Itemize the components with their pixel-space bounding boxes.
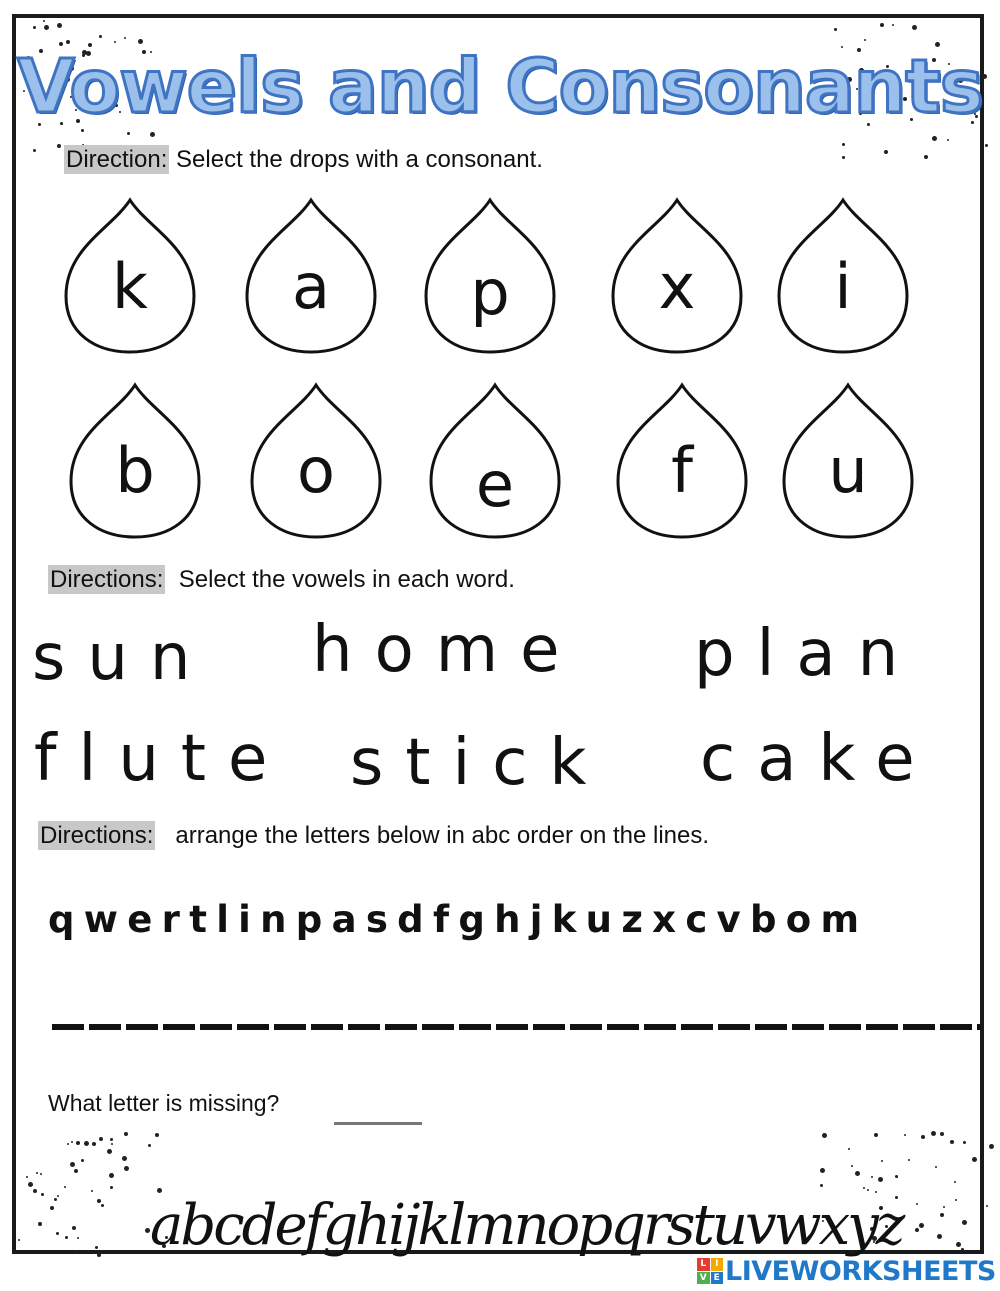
word-home[interactable]: home <box>312 613 582 687</box>
drop-letter[interactable]: p <box>470 256 510 329</box>
direction-tag: Direction: <box>66 146 168 173</box>
word-cake[interactable]: cake <box>700 722 937 796</box>
drop-letter[interactable]: x <box>658 250 696 323</box>
drop-letter[interactable]: o <box>297 434 335 507</box>
sparkle-dot <box>28 1182 33 1187</box>
sparkle-dot <box>76 1141 80 1145</box>
sparkle-dot <box>919 1223 924 1228</box>
sparkle-dot <box>961 1248 964 1251</box>
sparkle-dot <box>111 1143 113 1145</box>
drop-letter[interactable]: a <box>292 250 330 323</box>
logo-cell: L <box>697 1258 710 1271</box>
direction-abc-order <box>38 822 709 850</box>
drop-letter[interactable]: f <box>671 434 693 507</box>
sparkle-dot <box>92 1142 96 1146</box>
sparkle-dot <box>97 1199 101 1203</box>
answer-dash-lines[interactable] <box>52 1024 980 1030</box>
sparkle-dot <box>867 1189 869 1191</box>
sparkle-dot <box>26 1176 28 1178</box>
sparkle-dot <box>71 1141 73 1143</box>
cursive-alphabet: abcdefghijklmnopqrstuvwxyz <box>150 1193 903 1258</box>
sparkle-dot <box>74 1169 78 1173</box>
sparkle-dot <box>56 1232 59 1235</box>
direction-text: Select the drops with a consonant. <box>169 146 543 173</box>
sparkle-dot <box>99 1137 103 1141</box>
sparkle-dot <box>935 1166 937 1168</box>
logo-cell: V <box>697 1272 710 1285</box>
missing-letter-question: What letter is missing? <box>48 1090 280 1116</box>
word-plan[interactable]: plan <box>694 617 921 691</box>
logo-cell: E <box>711 1272 724 1285</box>
sparkle-dot <box>943 1206 945 1208</box>
sparkle-dot <box>57 1195 59 1197</box>
sparkle-dot <box>124 1132 128 1136</box>
sparkle-dot <box>915 1228 919 1232</box>
drop-letter[interactable]: k <box>112 250 148 323</box>
sparkle-dot <box>904 1134 906 1136</box>
direction-vowels <box>48 566 515 594</box>
direction-text: Select the vowels in each word. <box>165 566 515 593</box>
drop-letter[interactable]: e <box>475 448 515 521</box>
liveworksheets-logo-icon <box>697 1258 723 1284</box>
direction-tag: Directions: <box>50 566 164 593</box>
sparkle-dot <box>878 1177 883 1182</box>
sparkle-dot <box>989 1144 994 1149</box>
sparkle-dot <box>97 1253 101 1257</box>
drop-letter[interactable]: b <box>115 434 155 507</box>
sparkle-dot <box>986 1205 988 1207</box>
liveworksheets-logo-text: LIVEWORKSHEETS <box>725 1255 996 1287</box>
scrambled-letters: qwertlinpasdfghjkuzxcvbom <box>48 898 869 941</box>
sparkle-dot <box>863 1187 865 1189</box>
sparkle-dot <box>75 1250 77 1252</box>
sparkle-dot <box>155 1133 159 1137</box>
logo-cell: I <box>711 1258 724 1271</box>
direction-tag: Directions: <box>40 822 154 849</box>
drop-letter[interactable]: i <box>834 250 852 323</box>
sparkle-dot <box>70 1162 75 1167</box>
sparkle-dot <box>148 1144 151 1147</box>
sparkle-dot <box>38 1222 42 1226</box>
sparkle-dot <box>940 1132 944 1136</box>
sparkle-dot <box>91 1190 93 1192</box>
sparkle-dot <box>962 1220 967 1225</box>
sparkle-dot <box>956 1242 961 1247</box>
worksheet-title: Vowels and Consonants <box>17 44 983 130</box>
missing-letter-input[interactable] <box>334 1105 422 1125</box>
liveworksheets-logo <box>697 1255 996 1287</box>
drop-letter[interactable]: u <box>828 434 868 507</box>
sparkle-dot <box>72 1226 76 1230</box>
word-stick[interactable]: stick <box>350 726 609 800</box>
direction-text: arrange the letters below in abc order on the lines. <box>155 822 710 849</box>
word-sun[interactable]: sun <box>32 621 213 695</box>
sparkle-dot <box>40 1173 42 1175</box>
word-flute[interactable]: flute <box>34 722 290 796</box>
